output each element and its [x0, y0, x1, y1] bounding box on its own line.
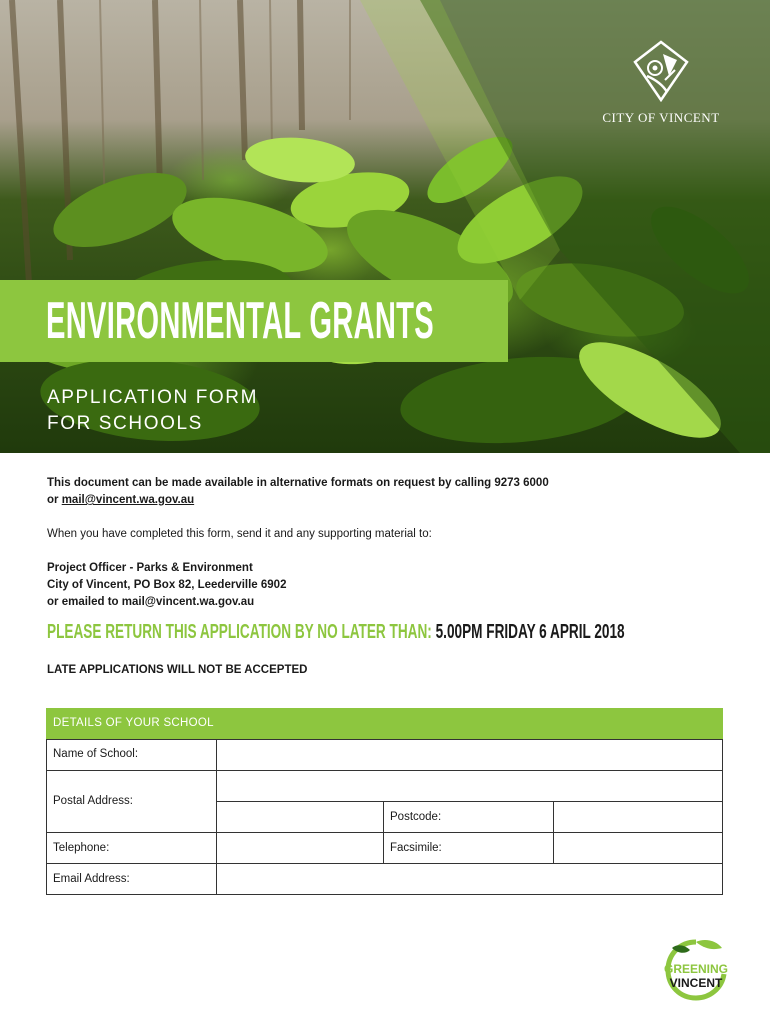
- logo-text: CITY OF VINCENT: [602, 110, 720, 125]
- email-prefix: or: [47, 494, 62, 506]
- city-crest-icon: [633, 40, 689, 102]
- facsimile-label-cell: [383, 832, 554, 864]
- facsimile-label: Facsimile:: [390, 842, 442, 854]
- page-subtitle: [47, 385, 258, 437]
- name-of-school-label-cell: [46, 739, 217, 771]
- deadline-banner: [47, 620, 625, 644]
- alternative-formats-email-line: [47, 492, 549, 509]
- greening-vincent-logo: [660, 936, 732, 1002]
- postal-address-label-cell: [46, 770, 217, 833]
- subtitle-line-1: APPLICATION FORM: [47, 387, 259, 408]
- address-line-3: or emailed to mail@vincent.wa.gov.au: [47, 596, 255, 608]
- form-section-header: DETAILS OF YOUR SCHOOL: [46, 708, 723, 739]
- postal-address-field[interactable]: [216, 770, 723, 802]
- facsimile-field[interactable]: [553, 832, 723, 864]
- telephone-label: Telephone:: [53, 842, 110, 854]
- alternative-formats-line: This document can be made available in alternative formats on request by calling 9273 6000: [47, 477, 549, 489]
- deadline-label: PLEASE RETURN THIS APPLICATION BY NO LATER THAN:: [47, 621, 432, 643]
- mailing-address: [47, 560, 286, 611]
- address-line-2: City of Vincent, PO Box 82, Leederville 6902: [47, 579, 287, 591]
- late-applications-notice: LATE APPLICATIONS WILL NOT BE ACCEPTED: [47, 664, 308, 676]
- postcode-label: Postcode:: [390, 811, 442, 823]
- telephone-label-cell: [46, 832, 217, 864]
- postcode-label-cell: [383, 801, 554, 833]
- name-of-school-label: Name of School:: [53, 748, 139, 760]
- subtitle-line-2: FOR SCHOOLS: [47, 413, 203, 434]
- telephone-field[interactable]: [216, 832, 384, 864]
- email-address-label-cell: [46, 863, 217, 895]
- postal-address-field-line-2[interactable]: [216, 801, 384, 833]
- email-link[interactable]: mail@vincent.wa.gov.au: [61, 494, 195, 506]
- email-address-label: Email Address:: [53, 873, 130, 885]
- hero-banner: [0, 0, 770, 453]
- alternative-formats-notice: [47, 475, 549, 509]
- postcode-field[interactable]: [553, 801, 723, 833]
- instructions-text: When you have completed this form, send it and any supporting material to:: [47, 528, 432, 540]
- deadline-value: 5.00PM FRIDAY 6 APRIL 2018: [435, 621, 625, 643]
- email-address-field[interactable]: [216, 863, 723, 895]
- page-title: ENVIRONMENTAL GRANTS: [46, 292, 434, 350]
- badge-line-1: GREENING: [663, 962, 729, 976]
- city-of-vincent-logo: [586, 40, 736, 126]
- postal-address-label: Postal Address:: [53, 795, 133, 807]
- name-of-school-field[interactable]: [216, 739, 723, 771]
- badge-line-2: VINCENT: [669, 976, 723, 990]
- address-line-1: Project Officer - Parks & Environment: [47, 562, 253, 574]
